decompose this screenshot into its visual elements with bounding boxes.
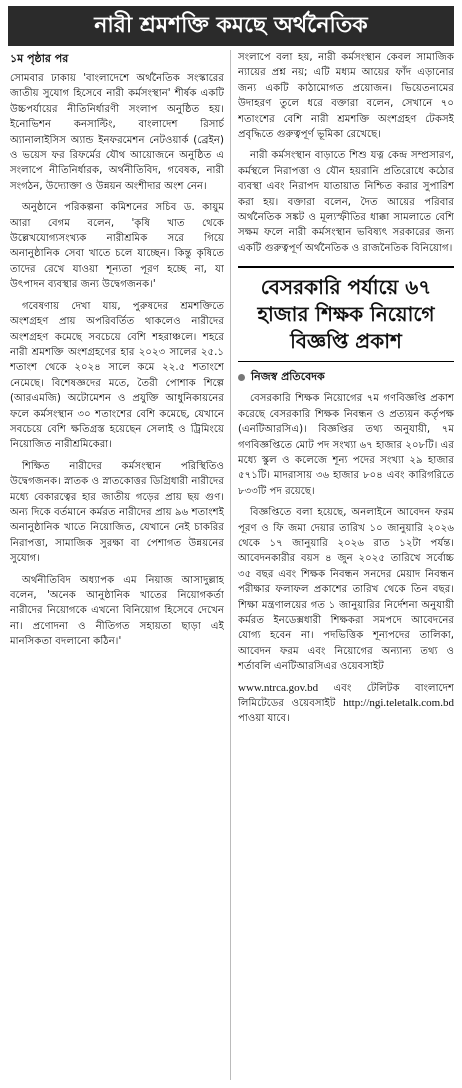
ntrca-website-link[interactable]: www.ntrca.gov.bd bbox=[238, 681, 319, 694]
left-column bbox=[10, 50, 224, 1080]
article-paragraph: সোমবার ঢাকায় 'বাংলাদেশে অর্থনৈতিক সংস্কারের জাতীয় সুযোগ হিসেবে নারী কর্মসংস্থান' শীর্ষক একটি উচ্চপর্যায়ের নীতিনির্ধারণী সংলাপ অনুষ্ঠিত হয়। ইনোভিশন কনসাল্টিং, বাংলাদেশ রিসার্চ অ্যানালাইসিস অ্যান্ড ইনফরমেশন নেটওয়ার্ক (ব্রেইন) ও ভয়েস ফর রিফর্মের যৌথ আয়োজনে অনুষ্ঠিত এ সংলাপে নীতিনির্ধারক, অর্থনীতিবিদ, গবেষক, নারী সংগঠন, উদ্যোক্তা ও উন্নয়ন অংশীদার অংশ নেন। bbox=[10, 73, 224, 192]
article-paragraph: অর্থনীতিবিদ অধ্যাপক এম নিয়াজ আসাদুল্লাহ বলেন, 'অনেক আনুষ্ঠানিক খাতের নিয়োগকর্তা নারীদের নিয়োগকে এখনো বিনিয়োগ হিসেবে দেখেন না। প্রণোদনা ও নীতিগত সহায়তা ছাড়া এই মানসিকতা বদলানো কঠিন।' bbox=[10, 574, 224, 648]
article-paragraph: বিজ্ঞপ্তিতে বলা হয়েছে, অনলাইনে আবেদন ফরম পূরণ ও ফি জমা দেয়ার তারিখ ১০ জানুয়ারি ২০২৬ থেকে ১৭ জানুয়ারি ২০২৬ রাত ১২টা পর্যন্ত। আবেদনকারীর বয়স ৪ জুন ২০২৫ তারিখে সর্বোচ্চ ৩৫ বছর এবং শিক্ষক নিবন্ধন সনদের মেয়াদ নিবন্ধন পরীক্ষার ফলাফল প্রকাশের তারিখ থেকে তিন বছর। শিক্ষা মন্ত্রণালয়ের গত ১ জানুয়ারির নির্দেশনা অনুযায়ী কর্মরত ইনডেক্সধারী শিক্ষকরা সমপদে আবেদনের যোগ্য হবেন না। পদভিত্তিক শূন্যপদের তালিকা, আবেদন ফরম এবং নিয়োগের অন্যান্য তথ্য ও শর্তাবলি এনটিআরসিএর ওয়েবসাইট bbox=[238, 507, 454, 673]
closing-text: পাওয়া যাবে। bbox=[238, 713, 290, 725]
article-paragraph: নারী কর্মসংস্থান বাড়াতে শিশু যত্ন কেন্দ্র সম্প্রসারণ, কর্মস্থলে নিরাপত্তা ও যৌন হয়রানি প্রতিরোধে কঠোর ব্যবস্থা এবং নিরাপদ যাতায়াত নিশ্চিত করার সুপারিশ করা হয়। বক্তারা বলেন, দৈত আয়ের পরিবার অর্থনৈতিক সঙ্কট ও মূল্যস্ফীতির ধাক্কা সামলাতে বেশি সক্ষম ফলে নারী কর্মসংস্থান ভবিষ্যৎ সরকারের জন্য একটি গুরুত্বপূর্ণ অর্থনৈতিক ও রাজনৈতিক বিনিয়োগ। bbox=[238, 150, 454, 254]
article-paragraph-links bbox=[238, 681, 454, 727]
article-paragraph: অনুষ্ঠানে পরিকল্পনা কমিশনের সচিব ড. কায়ুম আরা বেগম বলেন, 'কৃষি খাত থেকে উল্লেখযোগ্যসংখ্যক নারীশ্রমিক সরে গিয়ে অনানুষ্ঠানিক সেবা খাতে চলে যাচ্ছেন। কিন্তু কৃষিতে তাদের রেখে যাওয়া শূন্যতা পূরণ হচ্ছে না, যা উৎপাদন ব্যবস্থার জন্য উদ্বেগজনক।' bbox=[10, 202, 224, 291]
continued-from-label: ১ম পৃষ্ঠার পর bbox=[10, 52, 69, 65]
article-paragraph: সংলাপে বলা হয়, নারী কর্মসংস্থান কেবল সামাজিক ন্যায়ের প্রশ্ন নয়; এটি মধ্যম আয়ের ফাঁদ এড়ানোর জন্য একটি কাঠামোগত প্রয়োজন। ভিয়েতনামের উদাহরণ তুলে ধরে বক্তারা বলেন, সেখানে ৭০ শতাংশের বেশি নারী শ্রমশক্তি অংশগ্রহণ টেকসই প্রবৃদ্ধিতে গুরুত্বপূর্ণ ভূমিকা রেখেছে। bbox=[238, 52, 454, 141]
link-joiner-text: এবং টেলিটক বাংলাদেশ লিমিটেডের ওয়েবসাইট bbox=[238, 682, 454, 709]
right-column bbox=[238, 50, 454, 1080]
article-paragraph: গবেষণায় দেখা যায়, পুরুষদের শ্রমশক্তিতে অংশগ্রহণ প্রায় অপরিবর্তিত থাকলেও নারীদের অংশগ্রহণ কমেছে সবচেয়ে বেশি শহরাঞ্চলে। শহরে নারী শ্রমশক্তি অংশগ্রহণের হার ২০২৩ সালের ২৫.১ শতাংশ থেকে ২০২৪ সালে কমে ২২.৫ শতাংশে নেমেছে। বিশেষজ্ঞদের মতে, তৈরী পোশাক শিল্পে (আরএমজি) অটোমেশন ও প্রযুক্তি আধুনিকায়নের ফলে কর্মসংস্থান ৩০ শতাংশের বেশি কমেছে, যেখানে সবচেয়ে বেশি ক্ষতিগ্রস্ত হয়েছেন সেলাই ও ট্রিমিংয়ে নিয়োজিত নারীশ্রমিকেরা। bbox=[10, 300, 224, 451]
teletalk-website-link[interactable]: http://ngi.teletalk.com.bd bbox=[343, 697, 454, 709]
headline: নারী শ্রমশক্তি কমছে অর্থনৈতিক bbox=[8, 6, 454, 46]
article-paragraph: শিক্ষিত নারীদের কর্মসংস্থান পরিস্থিতিও উদ্বেগজনক। স্নাতক ও স্নাতকোত্তর ডিগ্রিধারী নারীদের মধ্যে বেকারত্বের হার জাতীয় গড়ের প্রায় ছয় গুণ। অন্য দিকে বর্তমানে কর্মরত নারীদের প্রায় ৯৬ শতাংশই অনানুষ্ঠানিক খাতে নিয়োজিত, যেখানে নেই চাকরির নিরাপত্তা, সামাজিক সুরক্ষা বা পেশাগত উন্নয়নের সুযোগ। bbox=[10, 460, 224, 565]
byline bbox=[238, 368, 454, 387]
second-article-headline: বেসরকারি পর্যায়ে ৬৭ হাজার শিক্ষক নিয়োগে বিজ্ঞপ্তি প্রকাশ bbox=[238, 266, 454, 362]
article-paragraph: বেসরকারি শিক্ষক নিয়োগের ৭ম গণবিজ্ঞপ্তি প্রকাশ করেছে বেসরকারি শিক্ষক নিবন্ধন ও প্রত্যয়ন কর্তৃপক্ষ (এনটিআরসিএ)। বিজ্ঞপ্তির তথ্য অনুযায়ী, ৭ম গণবিজ্ঞপ্তিতে মোট পদ সংখ্যা ৬৭ হাজার ২০৮টি। এর মধ্যে স্কুল ও কলেজে শূন্য পদের সংখ্যা ২৯ হাজার ৫৭১টি। মাদরাসায় ৩৬ হাজার ৮০৪ এবং কারিগরিতে ৮৩৩টি পদ রয়েছে। bbox=[238, 393, 454, 497]
byline-text: নিজস্ব প্রতিবেদক bbox=[251, 370, 325, 384]
bullet-icon bbox=[238, 374, 245, 381]
column-divider bbox=[230, 50, 231, 1080]
